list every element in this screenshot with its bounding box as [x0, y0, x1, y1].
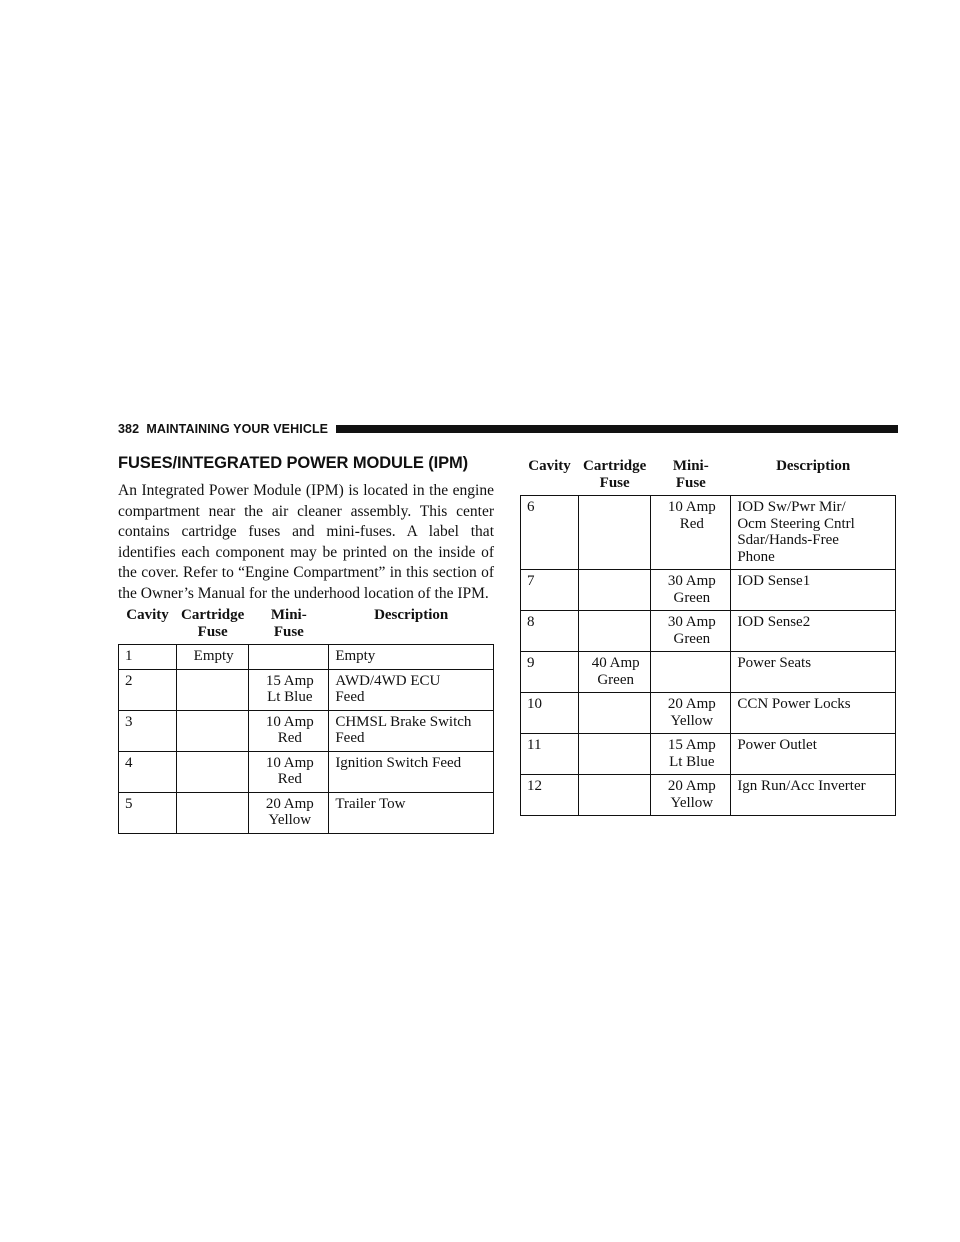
- cell-mini-fuse: 20 Amp Yellow: [651, 775, 731, 816]
- table-body: [119, 645, 494, 834]
- header-mini-fuse: Mini- Fuse: [249, 604, 329, 645]
- table-row: [119, 669, 494, 710]
- section-name: MAINTAINING YOUR VEHICLE: [146, 422, 329, 436]
- header-cartridge-fuse: Cartridge Fuse: [579, 455, 651, 496]
- cell-cavity: 5: [119, 792, 177, 833]
- cell-description: Power Seats: [731, 652, 896, 693]
- header-cavity: Cavity: [119, 604, 177, 645]
- cell-cartridge-fuse: [177, 710, 249, 751]
- cell-cartridge-fuse: [579, 570, 651, 611]
- table-header-row: [119, 604, 494, 645]
- cell-cartridge-fuse: [579, 734, 651, 775]
- cell-cartridge-fuse: [177, 792, 249, 833]
- cell-cavity: 8: [521, 611, 579, 652]
- table-row: [521, 693, 896, 734]
- cell-cartridge-fuse: [579, 775, 651, 816]
- table-row: [119, 710, 494, 751]
- cell-mini-fuse: 10 Amp Red: [651, 496, 731, 570]
- cell-description: CHMSL Brake Switch Feed: [329, 710, 494, 751]
- header-description: Description: [731, 455, 896, 496]
- header-mini-fuse: Mini- Fuse: [651, 455, 731, 496]
- running-header: [118, 420, 898, 438]
- cell-description: Empty: [329, 645, 494, 670]
- table-row: [119, 751, 494, 792]
- section-title: FUSES/INTEGRATED POWER MODULE (IPM): [118, 454, 469, 472]
- table-row: [119, 792, 494, 833]
- cell-mini-fuse: 10 Amp Red: [249, 751, 329, 792]
- cell-description: AWD/4WD ECU Feed: [329, 669, 494, 710]
- cell-mini-fuse: [249, 645, 329, 670]
- header-cavity: Cavity: [521, 455, 579, 496]
- table-row: [521, 734, 896, 775]
- cell-cavity: 2: [119, 669, 177, 710]
- cell-cartridge-fuse: [177, 751, 249, 792]
- table-row: [119, 645, 494, 670]
- table-row: [521, 570, 896, 611]
- cell-mini-fuse: 30 Amp Green: [651, 570, 731, 611]
- running-header-text: [118, 422, 336, 436]
- cell-cartridge-fuse: [579, 611, 651, 652]
- cell-description: CCN Power Locks: [731, 693, 896, 734]
- cell-mini-fuse: 20 Amp Yellow: [651, 693, 731, 734]
- header-description: Description: [329, 604, 494, 645]
- cell-cartridge-fuse: [579, 496, 651, 570]
- table-row: [521, 652, 896, 693]
- page-number: 382: [118, 422, 140, 436]
- cell-description: IOD Sw/Pwr Mir/ Ocm Steering Cntrl Sdar/Hands-Free Phone: [731, 496, 896, 570]
- cell-cavity: 10: [521, 693, 579, 734]
- cell-description: Trailer Tow: [329, 792, 494, 833]
- cell-description: Power Outlet: [731, 734, 896, 775]
- fuse-table-left: [118, 604, 494, 834]
- cell-description: IOD Sense1: [731, 570, 896, 611]
- cell-cavity: 7: [521, 570, 579, 611]
- cell-cavity: 9: [521, 652, 579, 693]
- cell-cavity: 11: [521, 734, 579, 775]
- cell-mini-fuse: 15 Amp Lt Blue: [249, 669, 329, 710]
- cell-cavity: 1: [119, 645, 177, 670]
- table-row: [521, 496, 896, 570]
- table-body: [521, 496, 896, 816]
- cell-mini-fuse: 15 Amp Lt Blue: [651, 734, 731, 775]
- cell-cavity: 3: [119, 710, 177, 751]
- cell-description: Ignition Switch Feed: [329, 751, 494, 792]
- header-cartridge-fuse: Cartridge Fuse: [177, 604, 249, 645]
- cell-cartridge-fuse: Empty: [177, 645, 249, 670]
- cell-mini-fuse: 20 Amp Yellow: [249, 792, 329, 833]
- table-row: [521, 611, 896, 652]
- cell-cavity: 4: [119, 751, 177, 792]
- cell-mini-fuse: 10 Amp Red: [249, 710, 329, 751]
- header-rule: [336, 425, 898, 433]
- cell-mini-fuse: 30 Amp Green: [651, 611, 731, 652]
- cell-mini-fuse: [651, 652, 731, 693]
- fuse-table-right: [520, 455, 896, 816]
- table-header-row: [521, 455, 896, 496]
- cell-description: IOD Sense2: [731, 611, 896, 652]
- table-row: [521, 775, 896, 816]
- intro-paragraph: An Integrated Power Module (IPM) is located in the engine compartment near the air cleaner assembly. This center contains cartridge fuses and mini-fuses. A label that identifies each component may be printed on the inside of the cover. Refer to “Engine Compartment” in this section of the Owner’s Manual for the underhood location of the IPM.: [118, 482, 494, 602]
- cell-cartridge-fuse: [177, 669, 249, 710]
- cell-cavity: 12: [521, 775, 579, 816]
- cell-cavity: 6: [521, 496, 579, 570]
- cell-description: Ign Run/Acc Inverter: [731, 775, 896, 816]
- cell-cartridge-fuse: [579, 693, 651, 734]
- cell-cartridge-fuse: 40 Amp Green: [579, 652, 651, 693]
